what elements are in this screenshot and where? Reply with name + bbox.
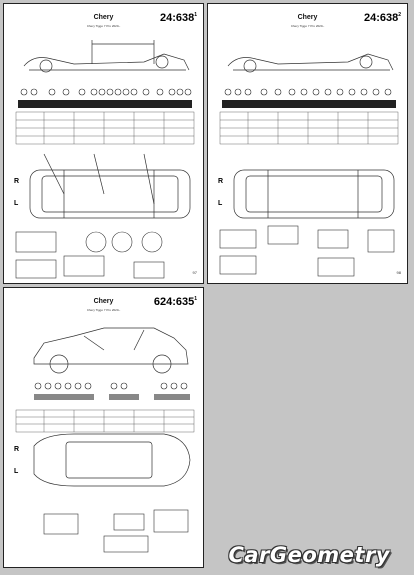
side-right-label: R — [218, 178, 224, 185]
document-page-1 — [3, 3, 204, 284]
side-left-label: L — [14, 468, 19, 475]
page-code: $624:635^1$ — [153, 296, 197, 308]
body-diagram — [4, 288, 203, 567]
side-left-label: L — [14, 200, 19, 207]
document-page-2 — [207, 3, 408, 284]
page-brand: Chery — [93, 14, 114, 21]
empty-area — [207, 287, 406, 566]
watermark-logo: CarGeometry — [228, 543, 390, 567]
page-brand: Chery — [297, 14, 318, 21]
page-number: 97 — [192, 270, 197, 275]
page-number: 98 — [396, 270, 401, 275]
side-right-label: R — [14, 446, 20, 453]
page-code: $24:638^2$ — [363, 12, 401, 24]
underbody-diagram — [4, 4, 203, 283]
side-left-label: L — [218, 200, 223, 207]
document-page-3 — [3, 287, 204, 568]
page-subtitle: Chery Tiggo 7 Pro 2020– — [290, 24, 325, 28]
side-right-label: R — [14, 178, 20, 185]
underbody-diagram — [208, 4, 407, 283]
page-code: $24:638^1$ — [159, 12, 197, 24]
page-subtitle: Chery Tiggo 7 Pro 2020– — [86, 24, 121, 28]
page-subtitle: Chery Tiggo 7 Pro 2020– — [86, 308, 121, 312]
page-brand: Chery — [93, 298, 114, 305]
